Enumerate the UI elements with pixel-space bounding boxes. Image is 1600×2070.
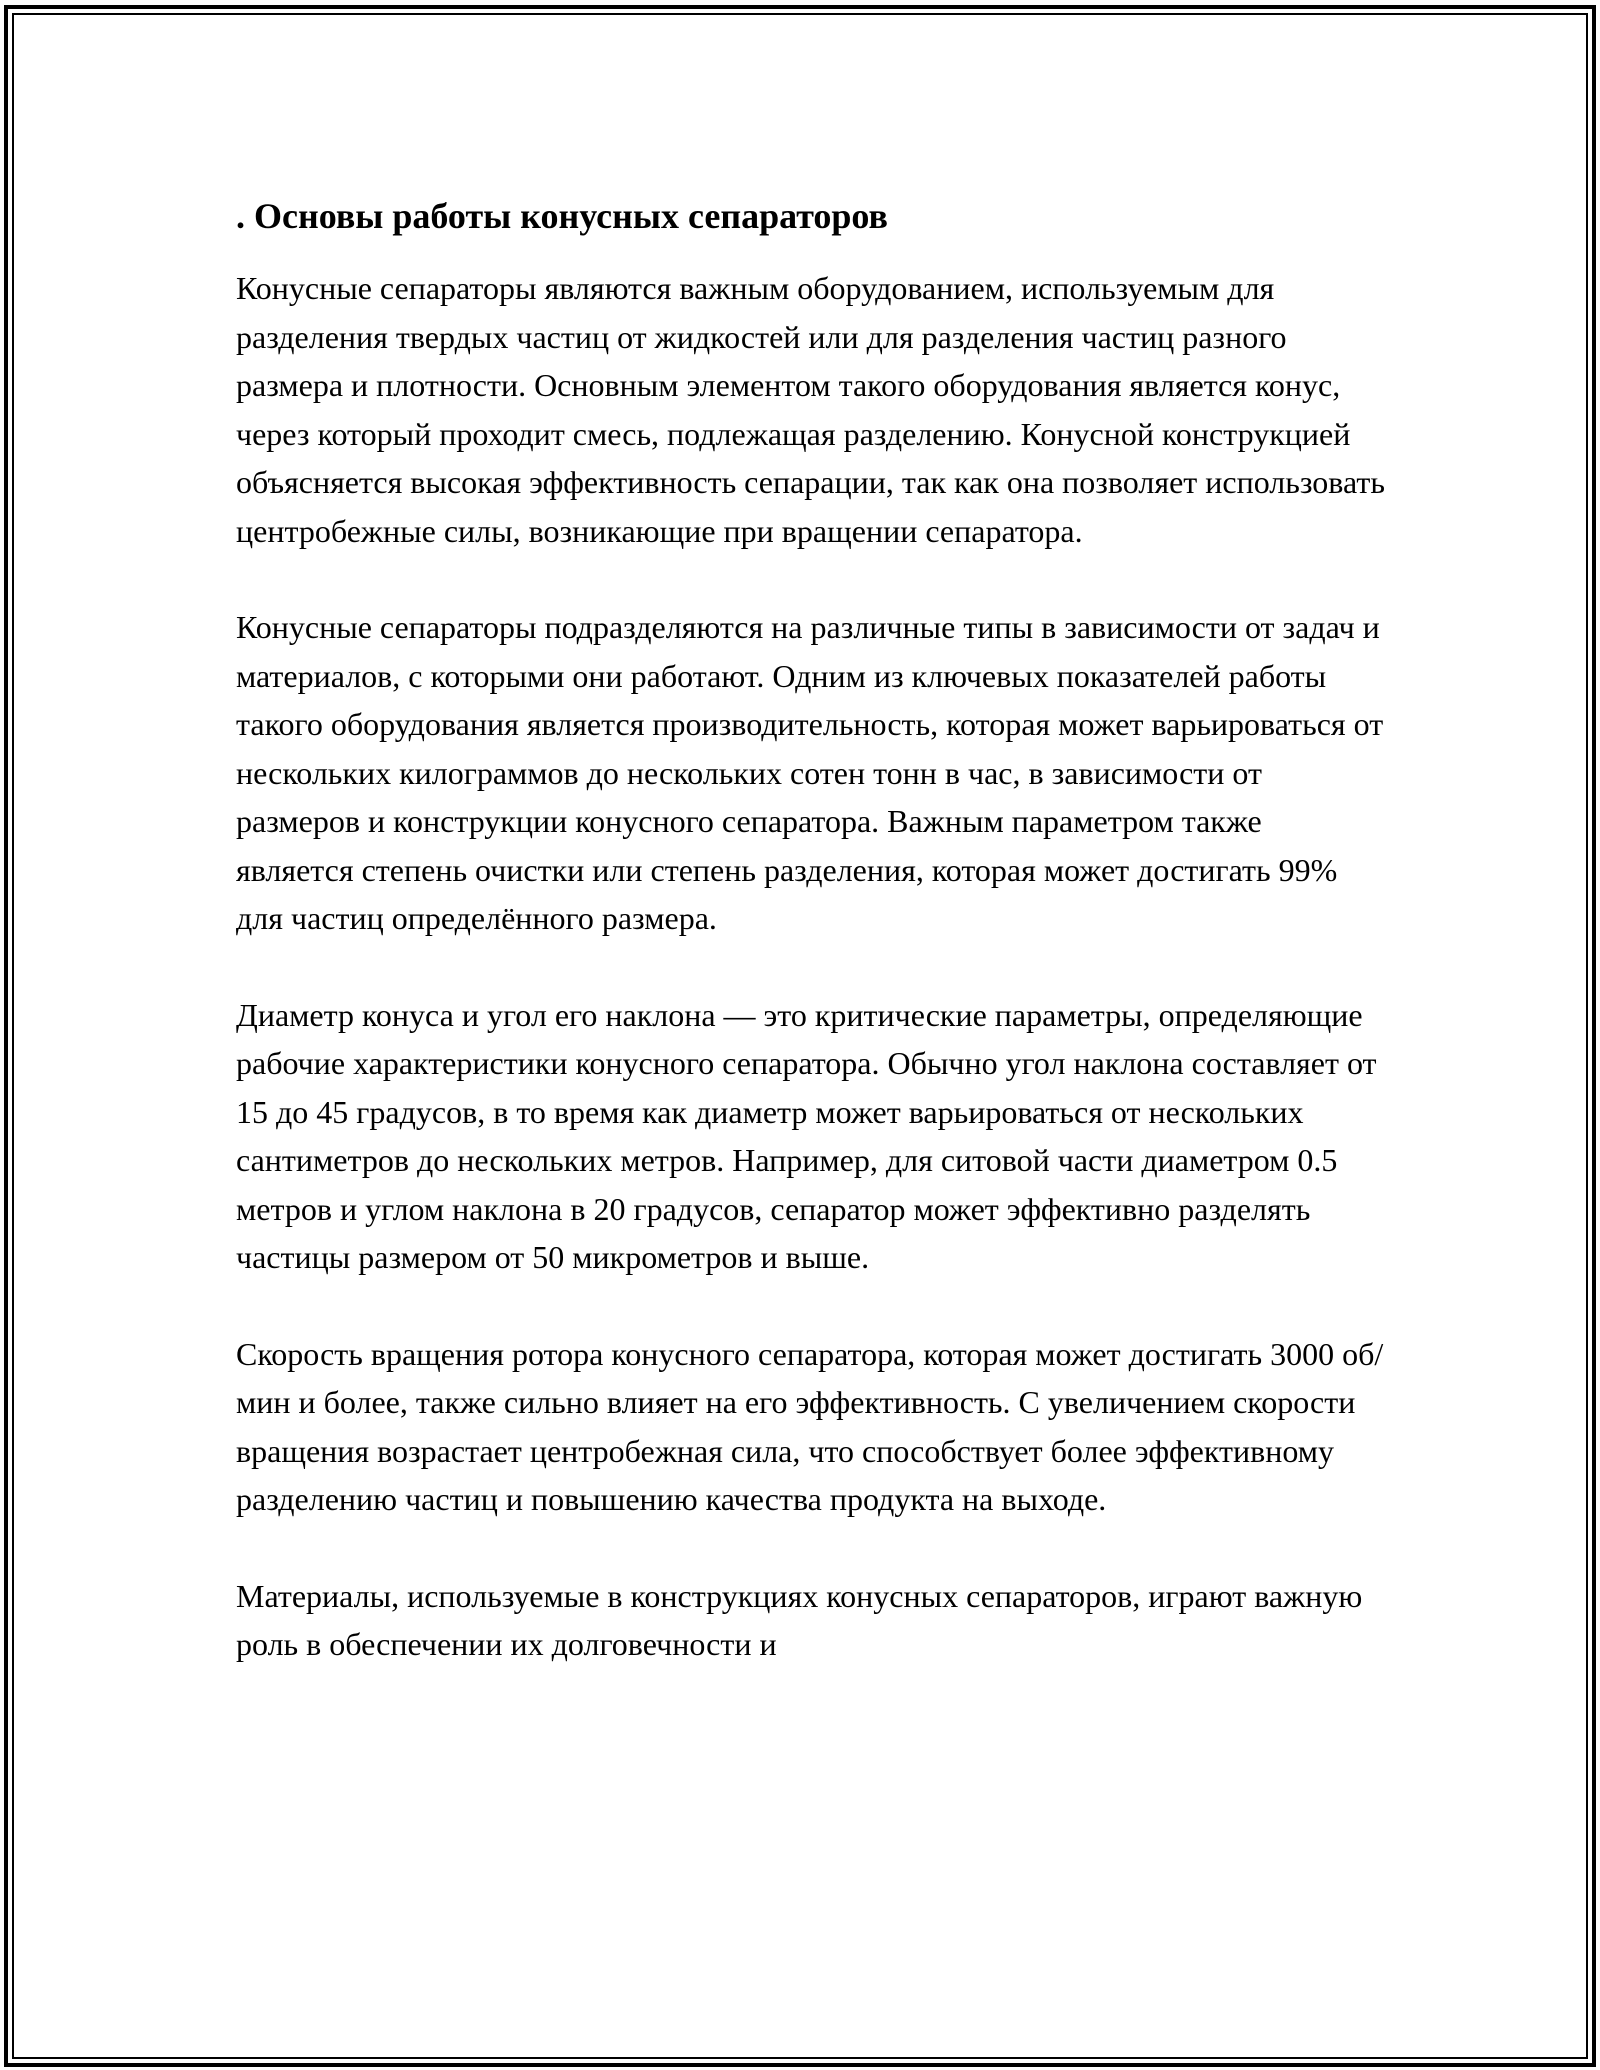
document-body [236, 188, 1386, 1669]
paragraph-1: Конусные сепараторы являются важным оборудованием, используемым для разделения твердых частиц от жидкостей или для разделения частиц разного размера и плотности. Основным элементом такого оборудования является конус, через который проходит смесь, подлежащая разделению. Конусной конструкцией объясняется высокая эффективность сепарации, так как она позволяет использовать центробежные силы, возникающие при вращении сепаратора. [236, 270, 1385, 549]
section-heading: . Основы работы конусных сепараторов [236, 196, 888, 236]
paragraph-5: Материалы, используемые в конструкциях конусных сепараторов, играют важную роль в обеспечении их долговечности и [236, 1577, 1363, 1662]
paragraph-4: Скорость вращения ротора конусного сепаратора, которая может достигать 3000 об/мин и более, также сильно влияет на его эффективность. С увеличением скорости вращения возрастает центробежная сила, что способствует более эффективному разделению частиц и повышению качества продукта на выходе. [236, 1335, 1384, 1517]
paragraph-3: Диаметр конуса и угол его наклона — это критические параметры, определяющие рабочие характеристики конусного сепаратора. Обычно угол наклона составляет от 15 до 45 градусов, в то время как диаметр может варьироваться от нескольких сантиметров до нескольких метров. Например, для ситовой части диаметром 0.5 метров и углом наклона в 20 градусов, сепаратор может эффективно разделять частицы размером от 50 микрометров и выше. [236, 996, 1377, 1275]
paragraph-2: Конусные сепараторы подразделяются на различные типы в зависимости от задач и материалов, с которыми они работают. Одним из ключевых показателей работы такого оборудования является производительность, которая может варьироваться от нескольких килограммов до нескольких сотен тонн в час, в зависимости от размеров и конструкции конусного сепаратора. Важным параметром также является степень очистки или степень разделения, которая может достигать 99% для частиц определённого размера. [236, 609, 1384, 936]
